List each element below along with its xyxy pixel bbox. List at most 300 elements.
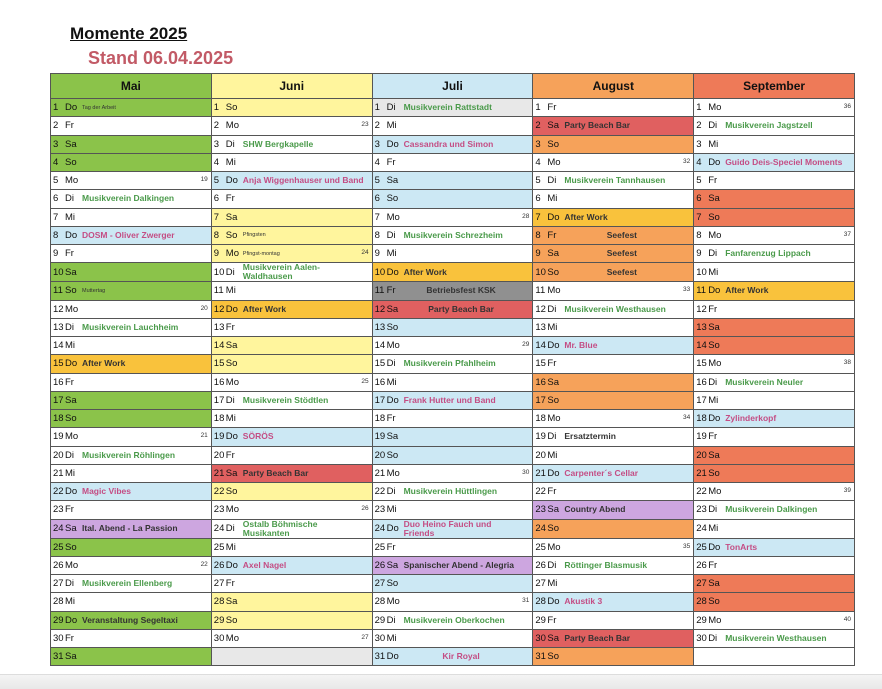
weekday: Mo xyxy=(225,120,239,132)
day-cell-september xyxy=(694,464,855,482)
week-number: 39 xyxy=(843,487,851,494)
holiday-note: Tag der Arbeit xyxy=(82,104,116,111)
weekday: Sa xyxy=(386,175,399,187)
day-number: 20 xyxy=(535,449,546,461)
weekday: Di xyxy=(547,303,557,315)
weekday: Di xyxy=(386,614,396,626)
weekday: So xyxy=(547,651,560,663)
day-number: 17 xyxy=(374,394,386,406)
day-number: 29 xyxy=(213,614,225,626)
day-cell-juni xyxy=(211,117,372,135)
day-number: 11 xyxy=(213,285,224,297)
day-cell-mai xyxy=(51,391,212,409)
day-cell-september xyxy=(694,99,855,117)
weekday: Mi xyxy=(225,156,236,168)
event-label: Betriebsfest KSK xyxy=(426,285,496,296)
day-number: 6 xyxy=(53,193,59,205)
day-number: 5 xyxy=(213,175,220,187)
weekday: Mo xyxy=(708,486,722,498)
calendar-row xyxy=(51,190,855,208)
day-cell-juli xyxy=(372,538,533,556)
day-number: 27 xyxy=(696,578,707,590)
day-cell-juni xyxy=(211,263,372,282)
day-number: 25 xyxy=(213,541,225,553)
weekday: Do xyxy=(65,229,78,241)
day-cell-juni xyxy=(211,282,372,300)
weekday: Di xyxy=(547,559,557,571)
day-number: 24 xyxy=(213,523,225,535)
event-label: Musikverein Hüttlingen xyxy=(403,486,498,497)
day-cell-august xyxy=(533,245,694,263)
day-cell-juli xyxy=(372,300,533,318)
week-number: 28 xyxy=(522,212,530,220)
day-cell-mai xyxy=(51,593,212,611)
day-number: 21 xyxy=(374,467,386,479)
weekday: Mo xyxy=(386,340,400,352)
day-cell-august xyxy=(533,428,694,446)
day-number: 7 xyxy=(53,211,59,223)
day-number: 22 xyxy=(374,486,386,498)
day-number: 2 xyxy=(374,120,380,132)
day-cell-september xyxy=(694,593,855,611)
day-number: 14 xyxy=(53,340,64,352)
day-number: 22 xyxy=(213,486,225,498)
day-number: 9 xyxy=(374,248,380,260)
status-date: Stand 06.04.2025 xyxy=(88,48,234,68)
day-cell-mai xyxy=(51,501,212,519)
day-number: 1 xyxy=(53,102,59,114)
weekday: Fr xyxy=(547,102,557,114)
weekday: Mi xyxy=(708,394,719,406)
day-cell-september xyxy=(694,282,855,300)
week-number: 24 xyxy=(361,249,369,256)
day-cell-september xyxy=(694,208,855,226)
day-cell-august xyxy=(533,410,694,428)
week-number: 40 xyxy=(843,615,851,623)
day-cell-mai xyxy=(51,373,212,391)
week-number: 19 xyxy=(200,176,208,183)
weekday: Sa xyxy=(708,578,720,590)
day-cell-september xyxy=(694,245,855,263)
weekday: Sa xyxy=(65,394,77,406)
day-cell-september xyxy=(694,300,855,318)
weekday: Fr xyxy=(386,413,396,425)
weekday: Sa xyxy=(65,651,77,663)
day-cell-juni xyxy=(211,337,372,355)
event-label: Zylinderkopf xyxy=(725,413,777,424)
day-cell-juli xyxy=(372,226,533,244)
day-number: 29 xyxy=(53,614,64,626)
day-cell-juni xyxy=(211,135,372,153)
day-number: 7 xyxy=(535,211,541,223)
day-cell-september xyxy=(694,629,855,647)
day-cell-august xyxy=(533,373,694,391)
weekday: Di xyxy=(225,523,235,535)
weekday: Do xyxy=(225,559,238,571)
day-number: 11 xyxy=(535,285,546,297)
day-cell-juni xyxy=(211,208,372,226)
day-number: 20 xyxy=(213,449,225,461)
day-number: 28 xyxy=(696,596,707,608)
day-cell-juli xyxy=(372,263,533,282)
weekday: Do xyxy=(65,486,78,498)
event-label: Musikverein Jagstzell xyxy=(725,120,813,131)
weekday: So xyxy=(225,486,238,498)
day-cell-september xyxy=(694,226,855,244)
day-cell-juli xyxy=(372,648,533,666)
day-cell-august xyxy=(533,172,694,190)
day-cell-juni xyxy=(211,446,372,464)
calendar-row xyxy=(51,99,855,117)
day-number: 16 xyxy=(53,376,64,388)
weekday: Do xyxy=(225,431,238,443)
day-cell-august xyxy=(533,226,694,244)
event-label: Mr. Blue xyxy=(564,340,598,351)
calendar-row xyxy=(51,117,855,135)
day-number: 7 xyxy=(696,211,702,223)
event-label: Seefest xyxy=(606,229,638,240)
day-cell-august xyxy=(533,99,694,117)
day-cell-august xyxy=(533,391,694,409)
day-cell-juni xyxy=(211,99,372,117)
day-number: 25 xyxy=(535,541,546,553)
event-label: Musikverein Stödtlen xyxy=(242,394,329,405)
week-number: 32 xyxy=(682,157,691,165)
day-number: 15 xyxy=(213,358,225,370)
day-number: 9 xyxy=(213,248,220,260)
weekday: Di xyxy=(708,632,718,644)
day-cell-august xyxy=(533,538,694,556)
day-number: 1 xyxy=(535,102,541,114)
weekday: Sa xyxy=(65,138,77,150)
day-number: 1 xyxy=(374,102,380,114)
calendar-row xyxy=(51,263,855,282)
calendar-row xyxy=(51,446,855,464)
weekday: Mi xyxy=(547,578,558,590)
weekday: Fr xyxy=(65,632,74,644)
weekday: So xyxy=(386,449,399,461)
day-number: 14 xyxy=(696,340,707,352)
weekday: Do xyxy=(547,467,560,479)
day-number: 3 xyxy=(374,138,380,150)
weekday: Do xyxy=(65,614,78,626)
calendar-row xyxy=(51,648,855,666)
weekday: Mo xyxy=(386,467,400,479)
day-number: 26 xyxy=(696,559,707,571)
weekday: So xyxy=(547,394,560,406)
day-cell-mai xyxy=(51,428,212,446)
event-label: After Work xyxy=(403,266,447,277)
weekday: Mi xyxy=(386,632,397,644)
week-number: 33 xyxy=(682,286,691,294)
day-cell-september xyxy=(694,153,855,171)
weekday: Mo xyxy=(65,559,79,571)
day-cell-mai xyxy=(51,99,212,117)
event-label: Musikverein Dalkingen xyxy=(82,193,175,204)
weekday: Mi xyxy=(386,248,397,260)
weekday: Mo xyxy=(225,376,239,388)
day-number: 30 xyxy=(374,632,386,644)
day-cell-august xyxy=(533,282,694,300)
event-label: Musikverein Röhlingen xyxy=(82,449,176,460)
day-cell-august xyxy=(533,318,694,336)
event-label: Ostalb Böhmische Musikanten xyxy=(242,519,318,538)
day-number: 13 xyxy=(53,321,64,333)
day-cell-juni xyxy=(211,556,372,574)
event-label: Cassandra und Simon xyxy=(403,138,494,149)
week-number: 37 xyxy=(843,230,851,238)
day-cell-september xyxy=(694,318,855,336)
event-label: Seefest xyxy=(606,248,638,259)
event-label: Musikverein Oberkochen xyxy=(403,614,505,625)
day-cell-juni xyxy=(211,355,372,373)
weekday: Mi xyxy=(386,376,397,388)
day-cell-juli xyxy=(372,611,533,629)
weekday: Fr xyxy=(547,614,557,626)
weekday: Mi xyxy=(547,449,558,461)
week-number: 30 xyxy=(522,468,530,476)
day-cell-juli xyxy=(372,337,533,355)
day-cell-september xyxy=(694,117,855,135)
day-number: 13 xyxy=(696,321,707,333)
day-cell-august xyxy=(533,648,694,666)
day-cell-juli xyxy=(372,519,533,538)
event-label: Musikverein Tannhausen xyxy=(564,175,666,186)
weekday: Di xyxy=(386,102,396,114)
day-cell-juni xyxy=(211,391,372,409)
weekday: Do xyxy=(225,303,238,315)
weekday: So xyxy=(708,211,720,223)
weekday: Di xyxy=(708,120,718,132)
event-label: After Work xyxy=(564,211,608,222)
weekday: Do xyxy=(547,596,560,608)
holiday-note: Muttertag xyxy=(82,287,106,294)
event-label: Fanfarenzug Lippach xyxy=(725,248,811,259)
day-cell-september xyxy=(694,190,855,208)
day-cell-juni xyxy=(211,300,372,318)
day-cell-august xyxy=(533,593,694,611)
day-cell-september xyxy=(694,410,855,428)
day-number: 3 xyxy=(696,138,702,150)
day-cell-juni xyxy=(211,648,372,666)
day-number: 12 xyxy=(535,303,546,315)
calendar-row xyxy=(51,208,855,226)
day-cell-juni xyxy=(211,629,372,647)
day-cell-august xyxy=(533,501,694,519)
weekday: Do xyxy=(708,413,721,425)
day-number: 10 xyxy=(213,266,225,278)
day-number: 6 xyxy=(535,193,541,205)
day-cell-mai xyxy=(51,153,212,171)
day-number: 23 xyxy=(535,504,546,516)
day-number: 16 xyxy=(535,376,546,388)
day-number: 28 xyxy=(213,596,225,608)
month-header-september: September xyxy=(694,74,855,99)
calendar-row xyxy=(51,300,855,318)
day-number: 6 xyxy=(374,193,380,205)
calendar-row xyxy=(51,629,855,647)
day-number: 10 xyxy=(696,266,707,278)
weekday: Mo xyxy=(65,303,79,315)
day-cell-august xyxy=(533,300,694,318)
day-number: 27 xyxy=(213,578,225,590)
day-cell-juli xyxy=(372,153,533,171)
weekday: Mi xyxy=(225,541,236,553)
holiday-note: Pfingsten xyxy=(242,232,266,239)
day-cell-mai xyxy=(51,318,212,336)
calendar-table xyxy=(50,73,855,666)
day-number: 3 xyxy=(53,138,59,150)
day-cell-juni xyxy=(211,172,372,190)
day-number: 31 xyxy=(53,651,64,663)
weekday: Mo xyxy=(708,614,722,626)
weekday: Sa xyxy=(225,340,238,352)
weekday: Sa xyxy=(708,321,720,333)
day-cell-september xyxy=(694,501,855,519)
event-label: Party Beach Bar xyxy=(564,120,631,131)
day-cell-august xyxy=(533,519,694,538)
week-number: 34 xyxy=(682,414,691,421)
event-label: Frank Hutter und Band xyxy=(403,394,496,405)
day-cell-juli xyxy=(372,172,533,190)
day-number: 12 xyxy=(53,303,64,315)
day-cell-juni xyxy=(211,373,372,391)
calendar-row xyxy=(51,593,855,611)
weekday: Mo xyxy=(708,358,722,370)
weekday: Fr xyxy=(708,175,718,187)
day-number: 12 xyxy=(213,303,225,315)
day-number: 13 xyxy=(535,321,546,333)
day-number: 4 xyxy=(53,156,59,168)
day-cell-juli xyxy=(372,282,533,300)
weekday: Fr xyxy=(547,229,557,241)
weekday: Mo xyxy=(547,156,561,168)
day-cell-mai xyxy=(51,245,212,263)
day-cell-juli xyxy=(372,556,533,574)
weekday: Sa xyxy=(225,596,238,608)
day-number: 16 xyxy=(213,376,225,388)
day-number: 1 xyxy=(213,102,220,114)
day-number: 6 xyxy=(696,193,702,205)
day-cell-august xyxy=(533,611,694,629)
day-number: 10 xyxy=(374,266,386,278)
weekday: Sa xyxy=(65,266,77,278)
day-number: 19 xyxy=(535,431,546,443)
event-label: Musikverein Westhausen xyxy=(725,632,827,643)
day-number: 28 xyxy=(374,596,386,608)
day-number: 19 xyxy=(696,431,707,443)
day-number: 8 xyxy=(535,229,541,241)
weekday: Fr xyxy=(225,321,235,333)
day-cell-august xyxy=(533,575,694,593)
day-number: 20 xyxy=(696,449,707,461)
weekday: Di xyxy=(547,431,557,443)
calendar-body xyxy=(51,99,855,666)
weekday: Sa xyxy=(547,376,560,388)
day-number: 3 xyxy=(535,138,541,150)
day-cell-juli xyxy=(372,208,533,226)
day-cell-august xyxy=(533,337,694,355)
weekday: Sa xyxy=(225,211,238,223)
weekday: Mo xyxy=(547,413,561,425)
page-title: Momente 2025 xyxy=(70,24,188,43)
weekday: Fr xyxy=(225,193,235,205)
weekday: So xyxy=(547,266,560,278)
day-number: 22 xyxy=(696,486,707,498)
weekday: Fr xyxy=(65,376,74,388)
weekday: Fr xyxy=(386,156,396,168)
weekday: Mi xyxy=(65,467,76,479)
day-number: 16 xyxy=(696,376,707,388)
day-cell-mai xyxy=(51,117,212,135)
month-header-row xyxy=(51,74,855,99)
day-number: 23 xyxy=(213,504,225,516)
event-label: Anja Wiggenhauser und Band xyxy=(242,175,364,186)
weekday: Mo xyxy=(386,211,400,223)
weekday: Mo xyxy=(386,596,400,608)
day-number: 24 xyxy=(53,523,64,534)
weekday: Mi xyxy=(708,266,719,278)
day-number: 8 xyxy=(213,229,220,241)
weekday: Sa xyxy=(386,303,399,315)
day-number: 27 xyxy=(374,578,386,590)
weekday: So xyxy=(65,541,77,553)
weekday: Mo xyxy=(225,504,239,516)
day-number: 1 xyxy=(696,102,702,114)
calendar-row xyxy=(51,410,855,428)
day-number: 19 xyxy=(213,431,225,443)
day-cell-juli xyxy=(372,464,533,482)
weekday: Fr xyxy=(547,358,557,370)
day-cell-mai xyxy=(51,208,212,226)
calendar-row xyxy=(51,172,855,190)
day-cell-juni xyxy=(211,428,372,446)
day-cell-juli xyxy=(372,99,533,117)
day-cell-september xyxy=(694,519,855,538)
day-number: 27 xyxy=(53,578,64,590)
weekday: Mi xyxy=(225,413,236,425)
day-cell-juni xyxy=(211,318,372,336)
day-cell-september xyxy=(694,483,855,501)
event-label: Musikverein Rattstadt xyxy=(403,102,492,113)
weekday: Di xyxy=(386,358,396,370)
day-number: 2 xyxy=(53,120,59,132)
calendar-row xyxy=(51,575,855,593)
weekday: Mo xyxy=(225,248,239,260)
event-label: Akustik 3 xyxy=(564,596,603,607)
week-number: 26 xyxy=(361,505,369,513)
weekday: Do xyxy=(547,340,560,352)
day-cell-juni xyxy=(211,410,372,428)
day-cell-august xyxy=(533,556,694,574)
day-number: 27 xyxy=(535,578,546,590)
weekday: Mo xyxy=(547,285,561,297)
day-cell-juni xyxy=(211,593,372,611)
day-cell-mai xyxy=(51,648,212,666)
day-number: 29 xyxy=(696,614,707,626)
weekday: Mo xyxy=(65,431,79,443)
weekday: Do xyxy=(708,285,721,297)
event-label: After Work xyxy=(82,358,126,369)
weekday: So xyxy=(65,413,77,425)
day-number: 24 xyxy=(696,523,707,534)
day-cell-juli xyxy=(372,575,533,593)
day-cell-august xyxy=(533,190,694,208)
day-number: 21 xyxy=(213,467,225,479)
day-cell-juni xyxy=(211,483,372,501)
day-number: 30 xyxy=(213,632,225,644)
weekday: Do xyxy=(386,266,399,278)
